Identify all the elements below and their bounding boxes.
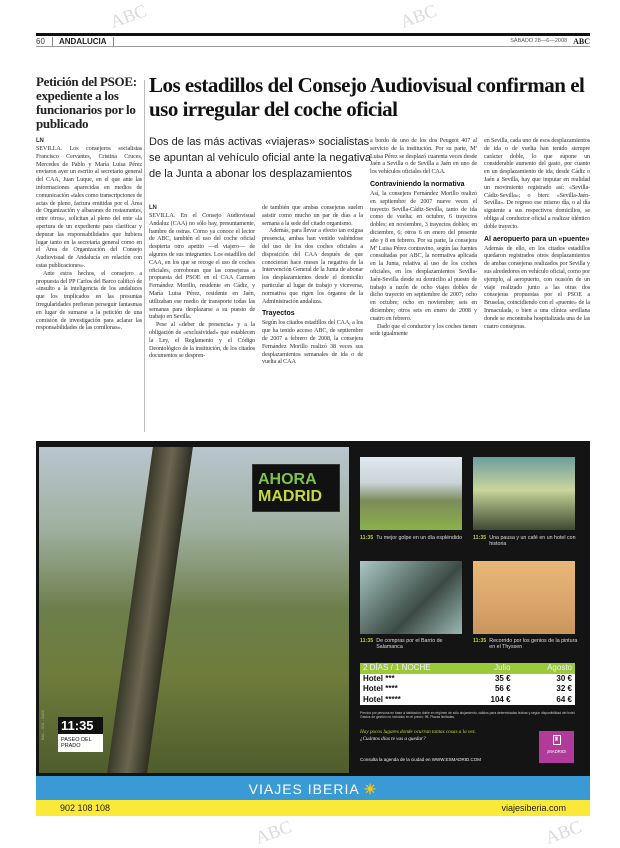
paragraph: a bordo de uno de los dos Peugeot 407 al servicio de la institución. Por su parte, Mª Luisa Pérez se desplazó cuarenta veces desde Jaén a Sevilla o de Sevilla a Jaén en uno de los vehículos oficiales del CAA. (370, 137, 477, 176)
issue-date: SÁBADO 28—6—2008 (510, 38, 568, 44)
header-cell: Agosto (547, 663, 572, 672)
main-time-label: 11:35 (58, 717, 103, 734)
contact-band (36, 800, 590, 816)
paragraph: SEVILLA. En el Consejo Audiovisual Andaluz (CAA) no sólo hay, presuntamente, hambre de ostras. Como ya conoce el lector de ABC, también el uso del coche oficial despierta otro apetito —el viajero— de algunos de sus integrantes. Los estadillos del CAA, en los que se recoge el uso de coches oficiales, corroboran que las consejeras a propuesta del PSOE en el CAA Carmen Fernández Morillo, residente en Cádiz, y María Luisa Pérez, residente en Jaén, utilizaban ese medio de transporte todas las semanas para desplazarse a su puesto de trabajo en Sevilla. (149, 212, 255, 321)
caption-time: 11:35 (473, 638, 487, 644)
paragraph: en Sevilla, cada uno de esos desplazamientos de ida o de vuelta han tenido siempre carácter doble, lo que supone un considerable aumento del gasto, por cuanto en un desplazamiento de ida, desde Cádiz o Jaén a Sevilla, hay que imputar en realidad un movimiento registrado así: «Sevilla-Cádiz-Sevilla»; o bien: «Sevilla-Jaén-Sevilla». De regreso ese mismo día, o al día siguiente a sus respectivos domicilios, se obliga al conductor oficial a realizar idéntico doble trayecto. (484, 137, 590, 230)
slogan-line: Hay pocos lugares donde ocurran tantas cosas a la vez. (360, 729, 476, 735)
article-column-2 (262, 204, 363, 366)
header-cell: Julio (494, 663, 511, 672)
article-column-3 (370, 137, 477, 338)
cell: Hotel **** (363, 684, 398, 693)
madrid-bear-icon: ♜ (553, 737, 560, 743)
abc-watermark: ABC (107, 0, 150, 32)
subhead: Trayectos (262, 310, 295, 318)
madrid-logo (539, 731, 574, 763)
newspaper-logo: ABC (573, 36, 590, 46)
main-headline: Los estadillos del Consejo Audiovisual confirman el uso irregular del coche oficial (149, 73, 585, 121)
price-table (360, 663, 575, 705)
consult-link[interactable]: Consulta la agenda de la ciudad en WWW.ESMADRID.COM (360, 757, 482, 762)
side-story-body (36, 137, 142, 332)
slogan (360, 729, 536, 742)
brand-line: AHORA (258, 471, 317, 488)
shopping-photo (360, 561, 462, 634)
phone-number: 902 108 108 (60, 803, 111, 813)
caption-time: 11:35 (360, 535, 374, 541)
main-place-label: PASEO DEL PRADO (58, 734, 103, 752)
caption-text: Tu mejor golpe en un día espléndido (376, 535, 463, 541)
website-link[interactable]: viajesiberia.com (501, 803, 566, 813)
cell: 35 € (494, 673, 511, 683)
paragraph: Ante estos hechos, el consejero a propuesta del PP Carlos del Barco calificó de «insulto a la inteligencia de los andaluces que los implicados en las presuntas irregularidades prefieran perseguir fantasmas en lugar de sumarse a la petición de una comisión de investigación para aclarar las responsabilidades de las comilonas». (36, 269, 142, 332)
paragraph: de también que ambas consejeras suelen asistir como mucho un par de días a la semana a la sede del citado organismo. (262, 204, 363, 227)
ahora-madrid-logo (252, 464, 340, 512)
slogan-line: ¿Cuántos días te vas a quedar? (360, 735, 426, 742)
tile-caption (360, 638, 470, 650)
caption-time: 11:35 (360, 638, 374, 644)
madrid-logo-text: ¡MADRID! (546, 749, 567, 754)
cell: 104 € (490, 694, 511, 704)
cell: Hotel ***** (363, 694, 401, 704)
subhead: Al aeropuerto para un «puente» (484, 235, 590, 243)
ad-code: BAL - 001 - AAM (40, 710, 45, 740)
sun-icon: ☀ (363, 781, 378, 797)
article-column-1 (149, 204, 255, 360)
paragraph: Pese al «deber de presencia» y a la obligación de «exclusividad» que establecen la Ley, el Reglamento y el Código Deontológico de la institución, de los citados documentos se despren- (149, 321, 255, 360)
paragraph: Dado que el conductor y los coches tienen sede igualmente (370, 322, 477, 338)
paragraph: SEVILLA. Los consejeros socialistas Francisco Cervantes, Cristina Cruces, Mercedes de Pablo y María Luisa Pérez enviaron ayer un escrito al secretario general del CAA, Juan Luque, en el que ante las informaciones aparecidas en medios de comunicación «tales como transcripciones de actas de pleno, factura emitidas por el Área de Organización y albaranes de restaurantes, entre otros», solicitan al pleno del ente «la apertura de un expediente para clarificar y depurar las responsabilidades que hubiera lugar tanto en la secretaría general como en el Área de Organización del Consejo Audiovisual de Andalucía en relación con estas publicaciones». (36, 145, 142, 269)
abc-watermark: ABC (252, 816, 295, 848)
caption-time: 11:35 (473, 535, 487, 541)
paragraph: Así, la consejera Fernández Morillo realizó en septiembre de 2007 nueve veces el trayecto Sevilla-Cádiz-Sevilla, tanto de ida como de vuelta; en octubre, 6 trayectos dobles; en noviembre, 3 trayectos dobles; en diciembre, 6; otros 6 en enero del presente año y 8 en febrero. Por su parte, la consejera Mª Luisa Pérez contravino, según las fuentes consultadas por ABC, la normativa aplicada en la Junta, relativa al uso de los coches oficiales, en los desplazamientos Sevilla-Jaén-Sevilla desde su domicilio al puesto de trabajo a razón de ocho viajes dobles de dicho trayecto en septiembre de 2007; ocho en octubre; ocho en noviembre; seis en diciembre; otros seis en enero de 2008 y cuatro en febrero. (370, 189, 477, 322)
side-story-title: Petición del PSOE: expediente a los funcionarios por lo publicado (36, 74, 137, 131)
page-number: 60 (36, 36, 45, 46)
subhead: Contraviniendo la normativa (370, 180, 465, 188)
cell: 32 € (556, 684, 572, 693)
golf-photo (360, 457, 462, 530)
cell: 64 € (556, 694, 572, 704)
article-column-4 (484, 137, 590, 330)
caption-text: De compras por el Barrio de Salamanca (376, 638, 443, 651)
tile-caption (473, 535, 583, 547)
tile-caption (360, 535, 470, 541)
cell: 30 € (556, 673, 572, 683)
cell: 56 € (494, 684, 511, 693)
cell: Hotel *** (363, 673, 395, 683)
header-cell: 2 DÍAS / 1 NOCHE (363, 663, 431, 672)
brand-line: MADRID (258, 488, 322, 505)
paragraph: Además, para llevar a efecto tan exigua presencia, ambas han venido valiéndose del uso de los dos coches oficiales a disposición del CAA después de que conocieran hace meses la negativa de la Intervención General de la Junta de abonar los desplazamientos desde el domicilio particular al lugar de trabajo y viceversa, normativa que rigen los órganos de la Administración andaluza. (262, 227, 363, 305)
tile-caption (473, 638, 583, 650)
abc-watermark: ABC (397, 0, 440, 32)
column-divider (144, 80, 145, 432)
byline: LN (36, 138, 44, 144)
sponsor-band (36, 776, 590, 800)
page-header (36, 36, 590, 47)
price-row (360, 695, 575, 706)
standfirst: Dos de las más activas «viajeras» socialistas se apuntan al vehículo oficial ante la negativa de la Junta a abonar los desplazamientos (149, 136, 371, 180)
paragraph: Además de ello, en los citados estadillos quedaron registrados otros desplazamientos de ambas consejeras realizados por Sevilla y sus alrededores en vehículo oficial, como por ejemplo, al aeropuerto, con ocasión de un viaje realizado junto a las otras dos consejeras propuestas por el PSOE a Bruselas, coincidiendo con el «puente» de la Inmaculada, o bien a una clínica sevillana donde se encontraba hospitalizada una de las cuatro consejeras. (484, 244, 590, 330)
section-name: ANDALUCIA (52, 37, 114, 46)
caption-text: Una pausa y un café en un hotel con historia (489, 535, 576, 548)
sponsor-logo: VIAJES IBERIA (248, 781, 359, 797)
caption-text: Recorrido por los genios de la pintura en el Thyssen (489, 638, 578, 651)
price-header-row (360, 663, 575, 674)
abc-watermark: ABC (542, 816, 585, 848)
paragraph: Según los citados estadillos del CAA, a los que ha tenido acceso ABC, de septiembre de 2007 a febrero de 2008, la consejera Fernández Morillo realizó 38 veces sus desplazamientos semanales de ida o de vuelta al CAA (262, 319, 363, 366)
hotel-photo (473, 457, 575, 530)
museum-photo (473, 561, 575, 634)
byline: LN (149, 205, 157, 211)
price-row (360, 684, 575, 695)
price-row (360, 674, 575, 685)
fine-print: Precios por persona en base a habitación doble en régimen de sólo alojamiento, válidos para determinadas fechas y según disponibilidad del hotel. Gastos de gestión no incluidos en el precio: 9€. Plazas limitadas. (360, 711, 576, 719)
